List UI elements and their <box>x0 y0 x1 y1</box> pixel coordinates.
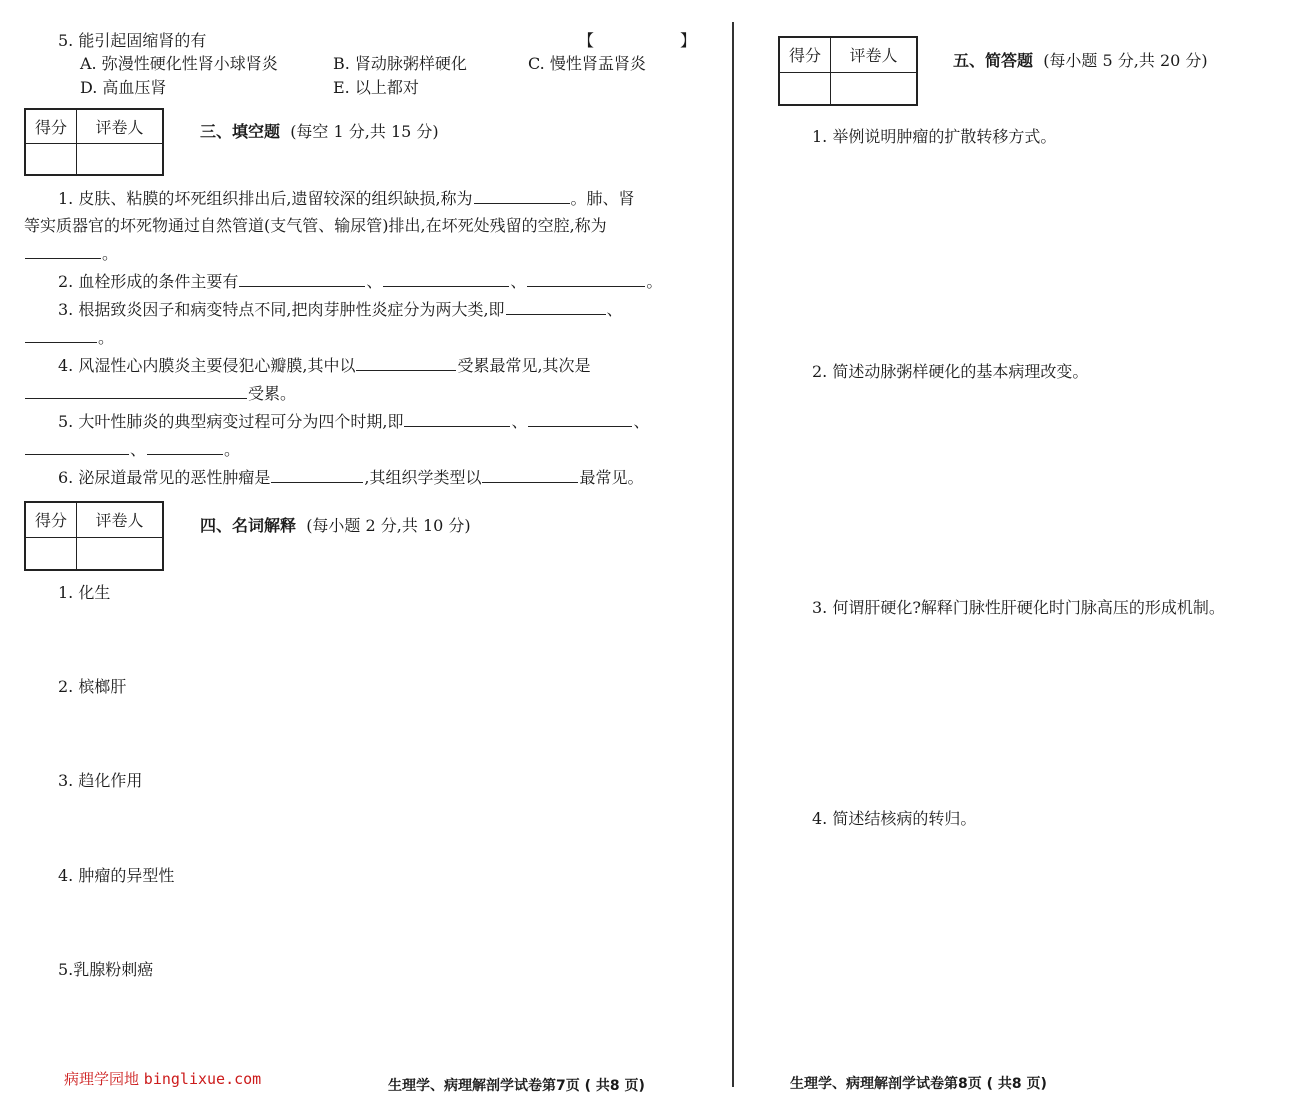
grader-cell[interactable] <box>77 143 164 175</box>
score-cell[interactable] <box>25 143 77 175</box>
choice-q5-stem: 5. 能引起固缩肾的有 <box>58 31 207 50</box>
score-cell[interactable] <box>779 72 831 105</box>
fill-q3-line2: 。 <box>24 325 114 348</box>
fill-q4-line1: 4. 风湿性心内膜炎主要侵犯心瓣膜,其中以 受累最常见,其次是 <box>58 356 591 375</box>
blank[interactable] <box>147 440 223 455</box>
option-b: B. 肾动脉粥样硬化 <box>333 54 467 73</box>
score-cell[interactable] <box>25 537 77 570</box>
score-label: 得分 <box>25 502 77 537</box>
section3-heading: 三、填空题 (每空 1 分,共 15 分) <box>200 122 439 141</box>
fill-q5-line2: 、 。 <box>24 437 240 460</box>
option-e: E. 以上都对 <box>333 78 419 97</box>
score-label: 得分 <box>25 109 77 143</box>
blank[interactable] <box>383 272 509 287</box>
blank[interactable] <box>527 272 645 287</box>
term-3: 3. 趋化作用 <box>58 771 143 790</box>
blank[interactable] <box>356 356 456 371</box>
fill-q6: 6. 泌尿道最常见的恶性肿瘤是 ,其组织学类型以 最常见。 <box>58 468 644 487</box>
term-5: 5.乳腺粉刺癌 <box>58 960 154 979</box>
score-box <box>778 36 918 106</box>
blank[interactable] <box>25 440 129 455</box>
section4-heading: 四、名词解释 (每小题 2 分,共 10 分) <box>200 516 471 535</box>
page-divider <box>732 22 734 1087</box>
short-answer-2: 2. 简述动脉粥样硬化的基本病理改变。 <box>812 362 1089 381</box>
blank[interactable] <box>25 328 97 343</box>
grader-label: 评卷人 <box>831 37 918 72</box>
section5-heading: 五、简答题 (每小题 5 分,共 20 分) <box>953 51 1208 70</box>
blank[interactable] <box>25 244 101 259</box>
blank[interactable] <box>271 468 363 483</box>
term-1: 1. 化生 <box>58 583 111 602</box>
grader-cell[interactable] <box>831 72 918 105</box>
term-4: 4. 肿瘤的异型性 <box>58 866 175 885</box>
blank[interactable] <box>506 300 606 315</box>
score-label: 得分 <box>779 37 831 72</box>
fill-q1-line1: 1. 皮肤、粘膜的坏死组织排出后,遗留较深的组织缺损,称为 。肺、肾 <box>58 189 635 208</box>
blank[interactable] <box>528 412 632 427</box>
fill-q1-line2: 等实质器官的坏死物通过自然管道(支气管、输尿管)排出,在坏死处残留的空腔,称为 <box>24 216 607 235</box>
fill-q1-line3: 。 <box>24 241 118 264</box>
page-footer-7: 生理学、病理解剖学试卷第7页 ( 共8 页) <box>388 1078 645 1094</box>
short-answer-3: 3. 何谓肝硬化?解释门脉性肝硬化时门脉高压的形成机制。 <box>812 598 1225 617</box>
short-answer-1: 1. 举例说明肿瘤的扩散转移方式。 <box>812 127 1057 146</box>
watermark: 病理学园地 binglixue.com <box>64 1070 262 1088</box>
option-c: C. 慢性肾盂肾炎 <box>528 54 646 73</box>
option-d: D. 高血压肾 <box>80 78 167 97</box>
term-2: 2. 槟榔肝 <box>58 677 127 696</box>
blank[interactable] <box>239 272 365 287</box>
fill-q3-line1: 3. 根据致炎因子和病变特点不同,把肉芽肿性炎症分为两大类,即 、 <box>58 300 623 319</box>
blank[interactable] <box>404 412 510 427</box>
grader-label: 评卷人 <box>77 502 164 537</box>
short-answer-4: 4. 简述结核病的转归。 <box>812 809 977 828</box>
score-box <box>24 108 164 176</box>
fill-q4-line2: 受累。 <box>24 381 296 404</box>
fill-q5-line1: 5. 大叶性肺炎的典型病变过程可分为四个时期,即 、 、 <box>58 412 650 431</box>
grader-label: 评卷人 <box>77 109 164 143</box>
option-a: A. 弥漫性硬化性肾小球肾炎 <box>80 54 278 73</box>
page-footer-8: 生理学、病理解剖学试卷第8页 ( 共8 页) <box>790 1076 1047 1092</box>
grader-cell[interactable] <box>77 537 164 570</box>
blank[interactable] <box>25 384 247 399</box>
fill-q2: 2. 血栓形成的条件主要有 、 、 。 <box>58 272 663 291</box>
answer-bracket[interactable]: 【 】 <box>578 31 697 50</box>
blank[interactable] <box>482 468 578 483</box>
score-box <box>24 501 164 571</box>
blank[interactable] <box>474 189 570 204</box>
